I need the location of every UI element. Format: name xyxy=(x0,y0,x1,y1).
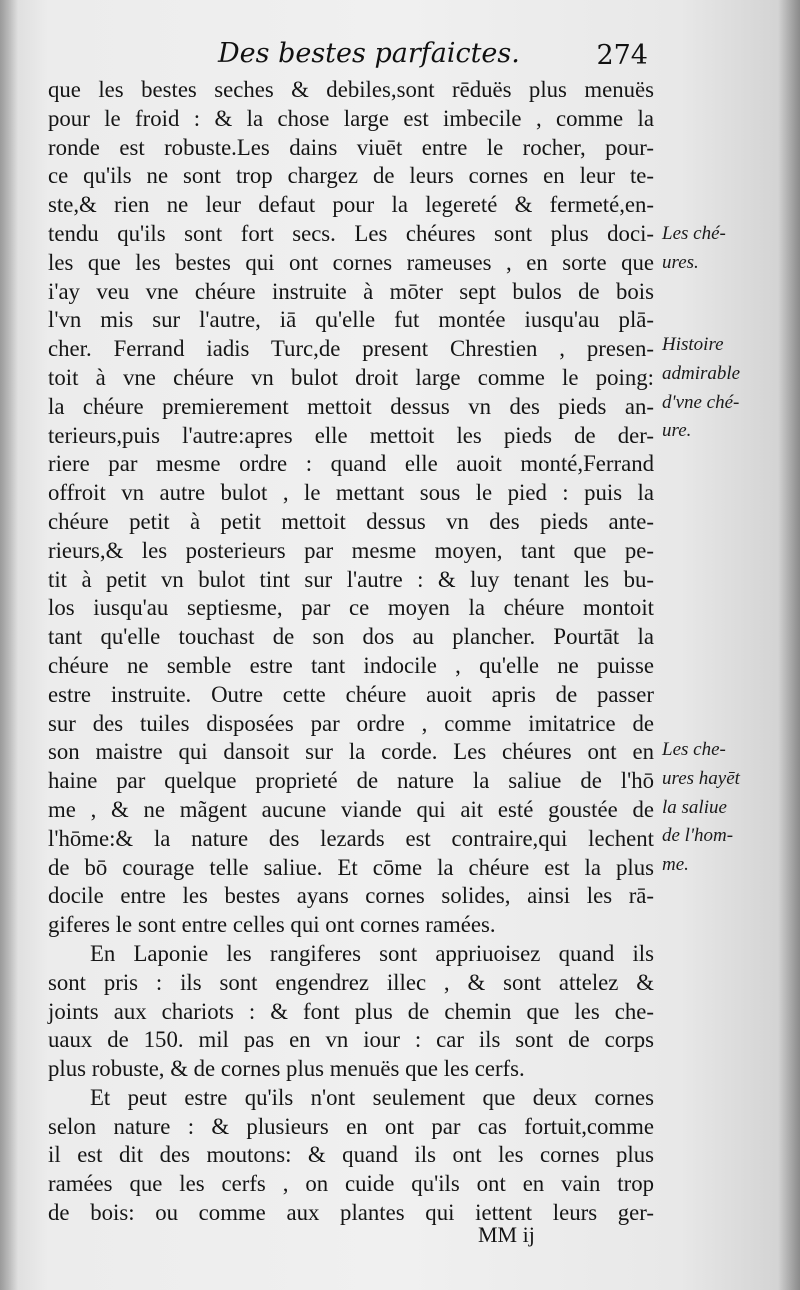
text-line: tit à petit vn bulot tint sur l'autre : & luy tenant les bu- xyxy=(48,566,654,592)
text-line: sont pris : ils sont engendrez illec , & sont attelez & xyxy=(48,969,654,995)
text-line: toit à vne chéure vn bulot droit large comme le poing: xyxy=(48,364,654,390)
page-header xyxy=(218,38,658,78)
margin-note-line: d'vne ché- xyxy=(662,391,740,413)
text-line: los iusqu'au septiesme, par ce moyen la chéure montoit xyxy=(48,595,654,621)
running-title: Des bestes parfaictes. xyxy=(218,38,520,69)
text-line: estre instruite. Outre cette chéure auoit apris de passer xyxy=(48,681,654,707)
text-line: joints aux chariots : & font plus de chemin que les che- xyxy=(48,998,654,1024)
text-line: ramées que les cerfs , on cuide qu'ils ont en vain trop xyxy=(48,1171,654,1197)
text-line: uaux de 150. mil pas en vn iour : car ils sont de corps xyxy=(48,1027,654,1053)
margin-note-line: de l'hom- xyxy=(662,825,734,847)
text-line: rieurs,& les posterieurs par mesme moyen, tant que pe- xyxy=(48,537,654,563)
text-line: il est dit des moutons: & quand ils ont les cornes plus xyxy=(48,1142,654,1168)
margin-note-line: Les ché- xyxy=(662,223,726,244)
text-line: de bō courage telle saliue. Et cōme la chéure est la plus xyxy=(48,854,654,880)
text-line: me , & ne mãgent aucune viande qui ait esté goustée de xyxy=(48,796,654,822)
margin-note-line: ures. xyxy=(662,251,699,273)
text-line: chéure petit à petit mettoit dessus vn des pieds ante- xyxy=(48,508,654,534)
text-line: Et peut estre qu'ils n'ont seulement que deux cornes xyxy=(90,1084,654,1110)
text-line: que les bestes seches & debiles,sont rēduës plus menuës xyxy=(48,77,654,102)
text-line: riere par mesme ordre : quand elle auoit monté,Ferrand xyxy=(48,451,654,477)
margin-note-cheures xyxy=(662,220,792,278)
text-line: les que les bestes qui ont cornes rameuses , en sorte que xyxy=(48,249,654,275)
margin-note-line: Les che- xyxy=(662,739,726,760)
text-line: cher. Ferrand iadis Turc,de present Chrestien , presen- xyxy=(48,336,654,362)
margin-note-line: la saliue xyxy=(662,796,727,818)
text-line: haine par quelque proprieté de nature la saliue de l'hō xyxy=(48,768,654,794)
text-line: docile entre les bestes ayans cornes solides, ainsi les rā- xyxy=(48,883,654,909)
signature-mark: MM ij xyxy=(478,1222,535,1247)
text-line: terieurs,puis l'autre:apres elle mettoit les pieds de der- xyxy=(48,422,654,448)
text-line: ste,& rien ne leur defaut pour la legereté & fermeté,en- xyxy=(48,192,654,218)
page-edge-shadow xyxy=(778,0,800,1290)
text-line: tendu qu'ils sont fort secs. Les chéures sont plus doci- xyxy=(48,220,654,246)
margin-note-saliue xyxy=(662,736,792,880)
text-line: pour le froid : & la chose large est imbecile , comme la xyxy=(48,105,654,131)
text-line: offroit vn autre bulot , le mettant sous le pied : puis la xyxy=(48,480,654,506)
margin-note-line: ures hayēt xyxy=(662,767,740,789)
text-line: tant qu'elle touchast de son dos au plancher. Pourtāt la xyxy=(48,624,654,650)
text-line: plus robuste, & de cornes plus menuës que les cerfs. xyxy=(48,1056,525,1082)
text-line: selon nature : & plusieurs en ont par cas fortuit,comme xyxy=(48,1113,654,1139)
text-line: la chéure premierement mettoit dessus vn des pieds an- xyxy=(48,393,654,419)
text-line: chéure ne semble estre tant indocile , qu'elle ne puisse xyxy=(48,652,654,678)
margin-note-histoire xyxy=(662,331,792,446)
body-text xyxy=(48,76,654,1228)
margin-note-line: Histoire xyxy=(662,334,724,355)
text-line: ce qu'ils ne sont trop chargez de leurs cornes en leur te- xyxy=(48,163,654,189)
text-line: l'hōme:& la nature des lezards est contraire,qui lechent xyxy=(48,825,654,851)
text-line: i'ay veu vne chéure instruite à mōter sept bulos de bois xyxy=(48,278,654,304)
text-line: ronde est robuste.Les dains viuēt entre le rocher, pour- xyxy=(48,134,654,160)
margin-note-line: ure. xyxy=(662,420,692,442)
text-line: En Laponie les rangiferes sont appriuoisez quand ils xyxy=(90,940,654,966)
text-line: de bois: ou comme aux plantes qui iettent leurs ger- xyxy=(48,1200,654,1226)
gutter-shadow xyxy=(0,0,18,1290)
page-number: 274 xyxy=(596,40,648,71)
text-line: l'vn mis sur l'autre, iā qu'elle fut montée iusqu'au plā- xyxy=(48,307,654,333)
text-line: giferes le sont entre celles qui ont cornes ramées. xyxy=(48,912,496,938)
margin-note-line: admirable xyxy=(662,362,741,384)
text-line: sur des tuiles disposées par ordre , comme imitatrice de xyxy=(48,710,654,736)
text-line: son maistre qui dansoit sur la corde. Les chéures ont en xyxy=(48,739,654,765)
margin-note-line: me. xyxy=(662,854,689,876)
